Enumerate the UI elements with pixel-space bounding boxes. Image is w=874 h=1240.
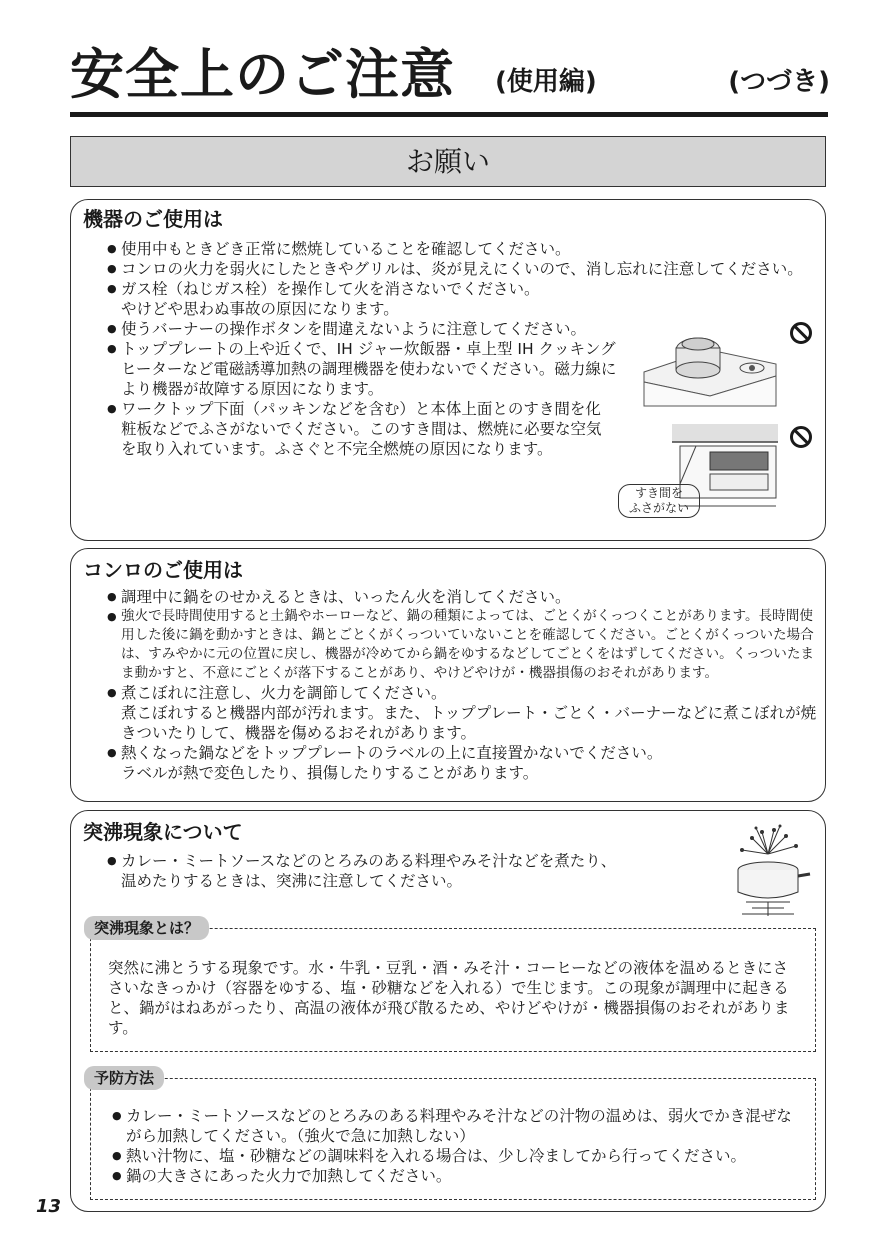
list-item: ● 熱い汁物に、塩・砂糖などの調味料を入れる場合は、少し冷ましてから行ってください。 [112, 1146, 802, 1166]
prohibit-icon [790, 322, 812, 344]
what-is-bumping-text: 突然に沸とうする現象です。水・牛乳・豆乳・酒・みそ汁・コーヒーなどの液体を温めるときにささいなきっかけ（容器をゆする、塩・砂糖などを入れる）で生じます。この現象が調理中に起きると、鍋がはねあがったり、高温の液体が飛び散るため、やけどやけが・機器損傷のおそれがあります。 [108, 959, 790, 1037]
page-number: 13 [36, 1196, 62, 1217]
what-is-bumping-tag: 突沸現象とは？ [84, 916, 209, 940]
page-title [70, 40, 830, 110]
list-item: ● ワークトップ下面（パッキンなどを含む）と本体上面とのすき間を化粧板などでふさがないでください。このすき間は、燃焼に必要な空気を取り入れています。ふさぐと不完全燃焼の原因になります。 [107, 399, 611, 459]
section-list [107, 587, 819, 783]
list-item: ● ガス栓（ねじガス栓）を操作して火を消さないでください。 やけどや思わぬ事故の原因になります。 [107, 279, 641, 319]
prevention-list [112, 1106, 802, 1186]
section-heading: 突沸現象について [83, 820, 243, 844]
gap-callout: すき間を ふさがない [618, 484, 700, 518]
list-item: ● 調理中に鍋をのせかえるときは、いったん火を消してください。 [107, 587, 819, 607]
title-rule [70, 112, 828, 117]
boiling-pot-illustration [722, 824, 814, 920]
list-item: ● 鍋の大きさにあった火力で加熱してください。 [112, 1166, 802, 1186]
prevention-tag: 予防方法 [84, 1066, 164, 1090]
list-item: ● 煮こぼれに注意し、火力を調節してください。 煮こぼれすると機器内部が汚れます。また、トッププレート・ごとく・バーナーなどに煮こぼれが焼きついたりして、機器を傷めるおそれがあります。 [107, 683, 819, 743]
banner-onegai: お願い [70, 136, 826, 187]
list-item: ● 強火で長時間使用すると土鍋やホーローなど、鍋の種類によっては、ごとくがくっつくことがあります。長時間使用した後に鍋を動かすときは、鍋とごとくがくっついていないことを確認してください。ごとくがくっついた場合は、すみやかに元の位置に戻し、機器が冷めてから鍋をゆするなどしてごとくをはずしてください。くっついたまま動かすと、不意にごとくが落下することがあり、やけどやけが・機器損傷のおそれがあります。 [107, 607, 819, 683]
title-sub: (使用編) [495, 67, 597, 97]
title-continued: (つづき) [728, 67, 830, 97]
title-main: 安全上のご注意 [70, 43, 455, 106]
list-item: ● 使用中もときどき正常に燃焼していることを確認してください。 [107, 239, 819, 259]
section-heading: コンロのご使用は [83, 558, 243, 582]
prohibit-icon [790, 426, 812, 448]
list-item: ● トッププレートの上や近くで、IH ジャー炊飯器・卓上型 IH クッキングヒーターなど電磁誘導加熱の調理機器を使わないでください。磁力線により機器が故障する原因になります。 [107, 339, 621, 399]
list-item: ● カレー・ミートソースなどのとろみのある料理やみそ汁などの汁物の温めは、弱火でかき混ぜながら加熱してください。（強火で急に加熱しない） [112, 1106, 802, 1146]
list-item: ● コンロの火力を弱火にしたときやグリルは、炎が見えにくいので、消し忘れに注意してください。 [107, 259, 819, 279]
rice-cooker-on-stove-illustration [640, 320, 780, 410]
list-item: ● 熱くなった鍋などをトッププレートのラベルの上に直接置かないでください。 ラベルが熱で変色したり、損傷したりすることがあります。 [107, 743, 819, 783]
list-item: ● 使うバーナーの操作ボタンを間違えないように注意してください。 [107, 319, 606, 339]
list-item: ● カレー・ミートソースなどのとろみのある料理やみそ汁などを煮たり、 温めたりするときは、突沸に注意してください。 [107, 851, 707, 891]
section-list [107, 851, 707, 891]
section-stove-usage [70, 548, 826, 802]
section-heading: 機器のご使用は [83, 207, 223, 231]
